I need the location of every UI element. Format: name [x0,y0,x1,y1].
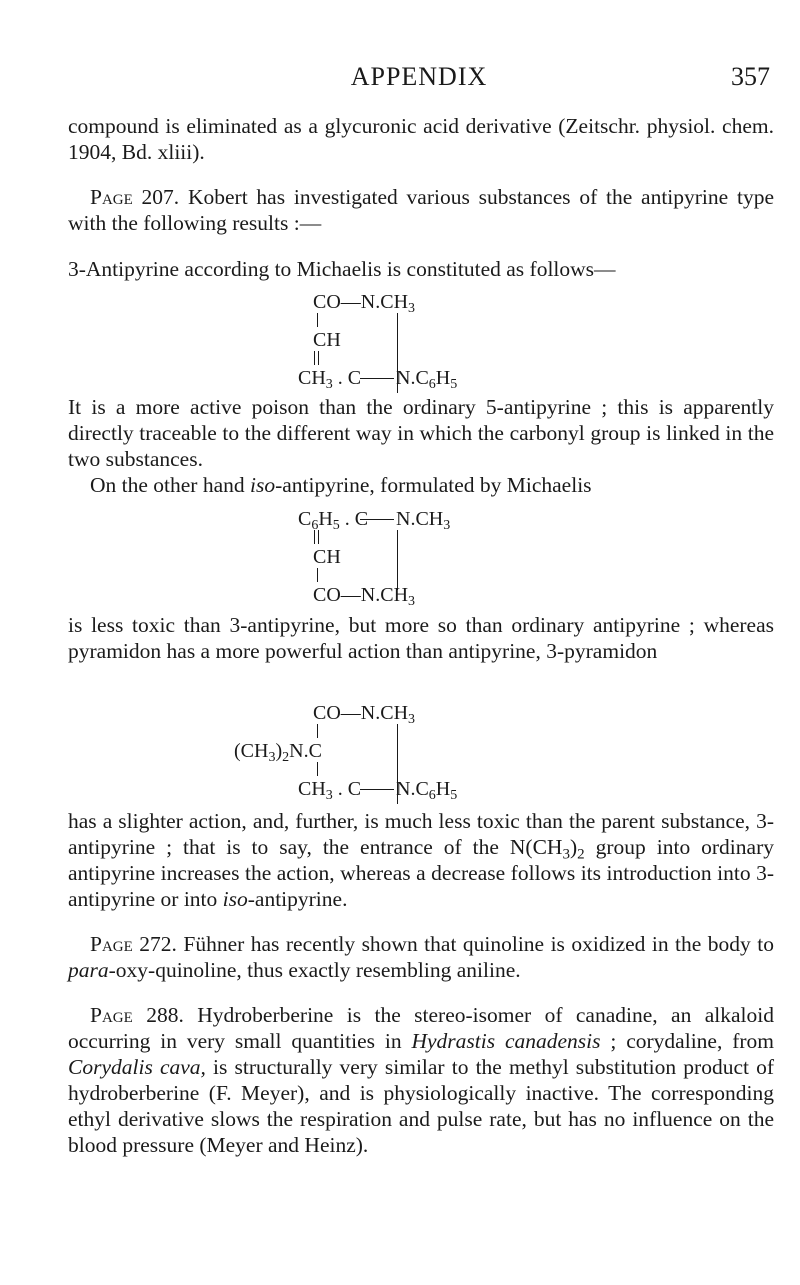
double-bond [314,351,319,365]
bond-line [317,724,318,738]
formula-text: $CO—N.CH_3$ [313,291,416,317]
paragraph-more-active [68,394,774,472]
paragraph-page-272: Page 272. Fühner has recently shown that quinoline is oxidized in the body to para-oxy-quinoline, thus exactly resembling aniline. [68,932,774,982]
paragraph-glycuronic [68,113,774,165]
formula-text: $N.C_6H_5$ [396,367,458,393]
formula-text: $N.CH_3$ [396,508,451,534]
bond-line [317,568,318,582]
italic-para: para [68,958,109,982]
bond-line [360,789,394,790]
paragraph-text: Kobert has investigated various substances of the antipyrine type with the following results :— [68,185,774,235]
paragraph-text: is less toxic than 3-antipyrine, but more so than ordinary antipyrine ; whereas pyramidon has a more powerful action than antipyrine, 3-pyramidon [68,613,774,663]
italic-iso: iso [222,887,248,911]
formula-text: $C_6H_5$ . C [298,508,369,534]
italic-iso: iso [250,473,276,497]
paragraph-less-toxic [68,612,774,664]
paragraph-iso-antipyrine: On the other hand iso-antipyrine, formulated by Michaelis [90,473,592,497]
bond-line [397,530,398,590]
formula-text: $CO—N.CH_3$ [313,702,416,728]
running-head: APPENDIX [350,62,488,91]
bond-line [317,762,318,776]
paragraph-text: It is a more active poison than the ordinary 5-antipyrine ; this is apparently directly traceable to the different way in which the carbonyl group is linked in the two substances. [68,395,774,471]
paragraph-text: 3-Antipyrine according to Michaelis is constituted as follows— [68,257,616,281]
formula-text: CH [313,329,341,351]
formula-text: $(CH_3)_2N.C$ [234,740,322,766]
formula-text: $CH_3$ . C [298,778,362,804]
paragraph-slighter-action: has a slighter action, and, further, is much less toxic than the parent substance, 3-antipyrine ; that is to say, the entrance of the $N(CH_3)_2$ group into ordinary antipyrine increases the action, whereas a decrease follows its introduction into 3-antipyrine or into iso-antipyrine. [68,809,774,911]
page-reference: Page 272. [90,932,177,956]
paragraph-text: compound is eliminated as a glycuronic acid derivative (Zeitschr. physiol. chem. 1904, Bd. xliii). [68,114,774,164]
formula-text: $CH_3$ . C [298,367,362,393]
page-reference: Page 288. [90,1003,184,1027]
double-bond [314,530,319,544]
page-number: 357 [731,62,770,91]
bond-line [360,378,394,379]
page-header [68,62,770,96]
formula-text: CH [313,546,341,568]
paragraph-page-288: Page 288. Hydroberberine is the stereo-isomer of canadine, an alkaloid occurring in very small quantities in Hydrastis canadensis ; corydaline, from Corydalis cava, is structurally very similar to the methyl substitution product of hydroberberine (F. Meyer), and is physiologically inactive. The corresponding ethyl derivative slows the respiration and pulse rate, but has no influence on the blood pressure (Meyer and Heinz). [68,1003,775,1157]
paragraph-3-antipyrine [68,256,774,282]
formula-text: $CO—N.CH_3$ [313,584,416,610]
italic-corydalis: Corydalis cava, [68,1055,206,1079]
bond-line [360,519,394,520]
paragraph-page-207 [68,184,774,236]
page-reference: Page 207. [90,185,180,209]
formula-text: $N.C_6H_5$ [396,778,458,804]
italic-hydrastis: Hydrastis canadensis [411,1029,601,1053]
bond-line [317,313,318,327]
